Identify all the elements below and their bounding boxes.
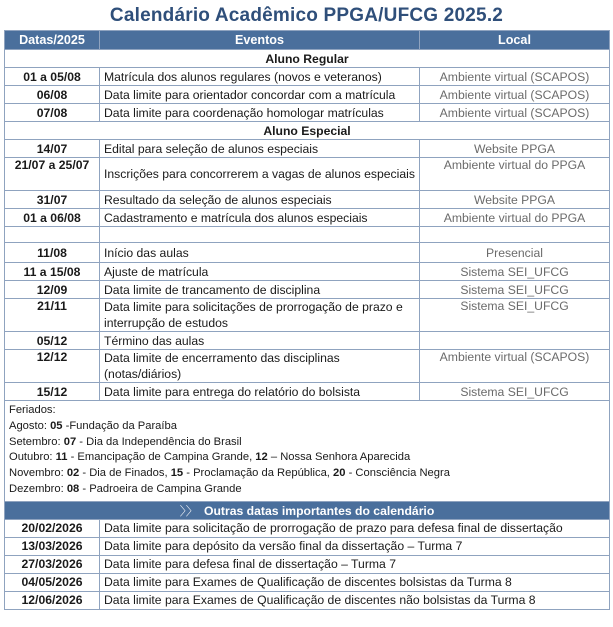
row-local: Website PPGA [420,191,610,209]
table-row [5,86,610,104]
spacer-cell [100,227,420,243]
table-row [5,68,610,86]
table-row [5,209,610,227]
table-row [5,104,610,122]
holiday-novembro [9,466,605,482]
row-date: 12/06/2026 [5,591,100,609]
holiday-month: Dezembro: [9,482,64,495]
table-row [5,191,610,209]
page-title: Calendário Acadêmico PPGA/UFCG 2025.2 [109,5,504,26]
holiday-month: Setembro: [9,435,61,448]
table-row [5,573,610,591]
header-local: Local [420,31,610,50]
row-event: Data limite para entrega do relatório do bolsista [100,383,420,401]
row-local: Ambiente virtual do PPGA [420,209,610,227]
holiday-agosto [9,419,605,435]
row-event: Data limite para solicitações de prorrogação de prazo e interrupção de estudos [100,299,420,332]
other-dates-title: Outras datas importantes do calendário [204,503,435,518]
row-date: 11/08 [5,243,100,263]
row-local: Presencial [420,243,610,263]
holiday-dezembro [9,482,605,498]
holiday-day: 20 [333,467,346,480]
holiday-setembro [9,435,605,451]
holiday-day: 12 [255,451,268,464]
table-row [5,263,610,281]
holiday-text: - Proclamação da República, [186,467,330,480]
table-row [5,332,610,350]
row-local: Ambiente virtual (SCAPOS) [420,104,610,122]
holiday-month: Novembro: [9,467,64,480]
row-event: Data limite para Exames de Qualificação de discentes não bolsistas da Turma 8 [100,591,610,609]
table-row [5,555,610,573]
row-date: 14/07 [5,140,100,158]
row-date: 21/11 [5,299,100,332]
holiday-text: - Padroeira de Campina Grande [82,482,242,495]
row-date: 06/08 [5,86,100,104]
row-date: 01 a 05/08 [5,68,100,86]
calendar-table [4,30,610,610]
row-date: 07/08 [5,104,100,122]
spacer-cell [5,227,100,243]
row-event: Data limite para coordenação homologar matrículas [100,104,420,122]
holiday-text: - Consciência Negra [348,467,450,480]
other-dates-header [5,501,610,519]
row-date: 04/05/2026 [5,573,100,591]
table-row [5,281,610,299]
header-date: Datas/2025 [5,31,100,50]
header-event: Eventos [100,31,420,50]
row-date: 12/12 [5,350,100,383]
row-date: 05/12 [5,332,100,350]
holiday-day: 07 [63,435,77,448]
row-event: Término das aulas [100,332,420,350]
row-local: Sistema SEI_UFCG [420,299,610,332]
row-date: 31/07 [5,191,100,209]
section-aluno-regular [5,50,610,68]
row-local: Sistema SEI_UFCG [420,281,610,299]
header-row [5,31,610,50]
row-date: 27/03/2026 [5,555,100,573]
holiday-day: 05 [50,419,63,432]
row-date: 21/07 a 25/07 [5,158,100,191]
table-row [5,158,610,191]
holiday-text: -Fundação da Paraíba [65,419,177,432]
row-local: Ambiente virtual do PPGA [420,158,610,191]
holiday-day: 02 [66,467,80,480]
row-local: Ambiente virtual (SCAPOS) [420,68,610,86]
holiday-text: – Nossa Senhora Aparecida [270,451,411,464]
row-event: Ajuste de matrícula [100,263,420,281]
row-event: Data limite para Exames de Qualificação de discentes bolsistas da Turma 8 [100,573,610,591]
holiday-day: 11 [55,451,68,464]
row-local: Sistema SEI_UFCG [420,263,610,281]
table-row [5,243,610,263]
row-local: Website PPGA [420,140,610,158]
row-date: 11 a 15/08 [5,263,100,281]
row-local: Ambiente virtual (SCAPOS) [420,86,610,104]
row-local: Sistema SEI_UFCG [420,383,610,401]
row-date: 15/12 [5,383,100,401]
holiday-day: 08 [66,482,80,495]
table-row [5,537,610,555]
row-event: Data limite de encerramento das disciplinas (notas/diários) [100,350,420,383]
table-row [5,350,610,383]
holiday-day: 15 [170,467,184,480]
row-date: 12/09 [5,281,100,299]
row-event: Matrícula dos alunos regulares (novos e veteranos) [100,68,420,86]
holiday-text: - Emancipação de Campina Grande, [70,451,253,464]
table-row [5,591,610,609]
row-local: Ambiente virtual (SCAPOS) [420,350,610,383]
holidays-row [5,401,610,502]
row-event: Data limite para defesa final de dissertação – Turma 7 [100,555,610,573]
row-event: Início das aulas [100,243,420,263]
row-event: Inscrições para concorrerem a vagas de alunos especiais [100,158,420,191]
table-row [5,383,610,401]
chevron-right-icon: 〉〉 [179,503,198,518]
row-event: Data limite para orientador concordar com a matrícula [100,86,420,104]
holidays-label: Feriados: [9,404,56,416]
row-event: Data limite de trancamento de disciplina [100,281,420,299]
other-dates-title-cell [5,501,610,519]
row-event: Cadastramento e matrícula dos alunos especiais [100,209,420,227]
table-row [5,519,610,537]
holiday-month: Outubro: [9,451,53,464]
row-local [420,332,610,350]
calendar-document [4,0,609,610]
row-event: Data limite para solicitação de prorrogação de prazo para defesa final de dissertação [100,519,610,537]
table-row [5,140,610,158]
row-event: Resultado da seleção de alunos especiais [100,191,420,209]
section-title: Aluno Regular [5,50,610,68]
row-date: 20/02/2026 [5,519,100,537]
row-date: 01 a 06/08 [5,209,100,227]
holiday-text: - Dia de Finados, [82,467,168,480]
holiday-text: - Dia da Independência do Brasil [79,435,242,448]
section-title: Aluno Especial [5,122,610,140]
spacer-cell [420,227,610,243]
holiday-month: Agosto: [9,419,47,432]
section-aluno-especial [5,122,610,140]
spacer-row [5,227,610,243]
row-date: 13/03/2026 [5,537,100,555]
holidays-cell [5,401,610,502]
row-event: Data limite para depósito da versão final da dissertação – Turma 7 [100,537,610,555]
holiday-outubro [9,450,605,466]
row-event: Edital para seleção de alunos especiais [100,140,420,158]
table-row [5,299,610,332]
